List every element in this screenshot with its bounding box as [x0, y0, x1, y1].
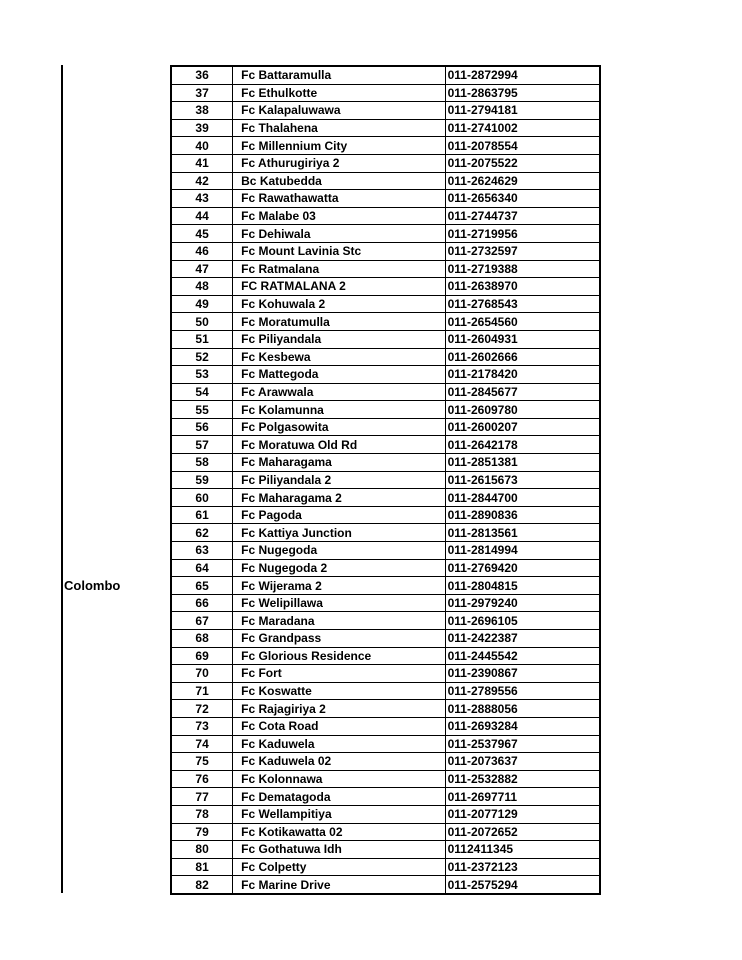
row-number: 37 [171, 84, 233, 102]
row-number: 53 [171, 366, 233, 384]
table-row [171, 278, 600, 296]
branch-name: Fc Piliyandala [233, 330, 445, 348]
branch-name: Fc Kaduwela [233, 735, 445, 753]
phone-number: 011-2075522 [445, 154, 600, 172]
branch-name: Fc Koswatte [233, 682, 445, 700]
phone-number: 011-2744737 [445, 207, 600, 225]
row-number: 64 [171, 559, 233, 577]
row-number: 39 [171, 119, 233, 137]
phone-number: 011-2697711 [445, 788, 600, 806]
table-row [171, 154, 600, 172]
phone-number: 011-2656340 [445, 190, 600, 208]
table-row [171, 471, 600, 489]
branch-name: Fc Millennium City [233, 137, 445, 155]
branch-name: Fc Arawwala [233, 383, 445, 401]
table-row [171, 225, 600, 243]
branch-name: Fc Dematagoda [233, 788, 445, 806]
table-row [171, 313, 600, 331]
table-row [171, 401, 600, 419]
table-row [171, 841, 600, 859]
row-number: 67 [171, 612, 233, 630]
phone-number: 011-2888056 [445, 700, 600, 718]
branch-name: Fc Thalahena [233, 119, 445, 137]
row-number: 40 [171, 137, 233, 155]
branch-name: Fc Grandpass [233, 630, 445, 648]
row-number: 57 [171, 436, 233, 454]
branch-name: Fc Kalapaluwawa [233, 102, 445, 120]
phone-number: 011-2445542 [445, 647, 600, 665]
row-number: 42 [171, 172, 233, 190]
branch-name: Fc Moratumulla [233, 313, 445, 331]
phone-number: 011-2814994 [445, 542, 600, 560]
branch-name: Fc Rawathawatta [233, 190, 445, 208]
branch-name: Fc Kaduwela 02 [233, 753, 445, 771]
table-row [171, 454, 600, 472]
branch-name: Fc Wijerama 2 [233, 577, 445, 595]
row-number: 72 [171, 700, 233, 718]
row-number: 45 [171, 225, 233, 243]
phone-number: 011-2789556 [445, 682, 600, 700]
phone-number: 011-2719388 [445, 260, 600, 278]
phone-number: 011-2602666 [445, 348, 600, 366]
table-row [171, 700, 600, 718]
row-number: 77 [171, 788, 233, 806]
table-row [171, 102, 600, 120]
row-number: 75 [171, 753, 233, 771]
phone-number: 011-2794181 [445, 102, 600, 120]
row-number: 49 [171, 295, 233, 313]
table-row [171, 418, 600, 436]
phone-number: 011-2732597 [445, 242, 600, 260]
branch-name: Fc Polgasowita [233, 418, 445, 436]
row-number: 54 [171, 383, 233, 401]
row-number: 74 [171, 735, 233, 753]
phone-number: 011-2979240 [445, 594, 600, 612]
row-number: 52 [171, 348, 233, 366]
phone-number: 011-2073637 [445, 753, 600, 771]
branch-name: Fc Dehiwala [233, 225, 445, 243]
row-number: 76 [171, 770, 233, 788]
table-row [171, 119, 600, 137]
table-row [171, 717, 600, 735]
branch-name: Fc Gothatuwa Idh [233, 841, 445, 859]
table-row [171, 207, 600, 225]
table-row [171, 805, 600, 823]
branch-name: Fc Maharagama 2 [233, 489, 445, 507]
table-row [171, 348, 600, 366]
branch-name: Fc Nugegoda 2 [233, 559, 445, 577]
table-row [171, 489, 600, 507]
phone-number: 011-2768543 [445, 295, 600, 313]
phone-number: 011-2863795 [445, 84, 600, 102]
branch-name: Fc Kohuwala 2 [233, 295, 445, 313]
table-row [171, 260, 600, 278]
branch-name: Fc Ratmalana [233, 260, 445, 278]
branch-name: Fc Maradana [233, 612, 445, 630]
phone-number: 011-2537967 [445, 735, 600, 753]
branch-name: Fc Ethulkotte [233, 84, 445, 102]
row-number: 36 [171, 66, 233, 84]
branch-name: Fc Kolamunna [233, 401, 445, 419]
branch-name: Fc Rajagiriya 2 [233, 700, 445, 718]
table-row [171, 647, 600, 665]
phone-number: 0112411345 [445, 841, 600, 859]
table-row [171, 665, 600, 683]
row-number: 69 [171, 647, 233, 665]
table-row [171, 876, 600, 894]
table-row [171, 295, 600, 313]
row-number: 48 [171, 278, 233, 296]
table-row [171, 770, 600, 788]
row-number: 41 [171, 154, 233, 172]
row-number: 80 [171, 841, 233, 859]
row-number: 73 [171, 717, 233, 735]
table-row [171, 735, 600, 753]
phone-number: 011-2077129 [445, 805, 600, 823]
table-row [171, 559, 600, 577]
row-number: 46 [171, 242, 233, 260]
row-number: 62 [171, 524, 233, 542]
phone-number: 011-2072652 [445, 823, 600, 841]
phone-number: 011-2719956 [445, 225, 600, 243]
branch-name: Fc Piliyandala 2 [233, 471, 445, 489]
phone-number: 011-2615673 [445, 471, 600, 489]
branch-name: Fc Mattegoda [233, 366, 445, 384]
branch-name: Fc Colpetty [233, 858, 445, 876]
phone-number: 011-2390867 [445, 665, 600, 683]
row-number: 60 [171, 489, 233, 507]
row-number: 44 [171, 207, 233, 225]
row-number: 59 [171, 471, 233, 489]
phone-number: 011-2851381 [445, 454, 600, 472]
branch-name: Fc Kesbewa [233, 348, 445, 366]
row-number: 66 [171, 594, 233, 612]
branch-name: Fc Wellampitiya [233, 805, 445, 823]
table-row [171, 630, 600, 648]
branch-name: Fc Fort [233, 665, 445, 683]
branch-name: Fc Kattiya Junction [233, 524, 445, 542]
table-row [171, 753, 600, 771]
phone-number: 011-2890836 [445, 506, 600, 524]
phone-number: 011-2654560 [445, 313, 600, 331]
phone-number: 011-2845677 [445, 383, 600, 401]
phone-number: 011-2696105 [445, 612, 600, 630]
table-row [171, 682, 600, 700]
row-number: 61 [171, 506, 233, 524]
table-row [171, 436, 600, 454]
row-number: 43 [171, 190, 233, 208]
phone-number: 011-2078554 [445, 137, 600, 155]
phone-number: 011-2604931 [445, 330, 600, 348]
row-number: 55 [171, 401, 233, 419]
region-column-rule [61, 65, 63, 893]
row-number: 63 [171, 542, 233, 560]
table-row [171, 788, 600, 806]
phone-number: 011-2638970 [445, 278, 600, 296]
branch-name: Fc Maharagama [233, 454, 445, 472]
row-number: 56 [171, 418, 233, 436]
phone-number: 011-2741002 [445, 119, 600, 137]
phone-number: 011-2372123 [445, 858, 600, 876]
phone-number: 011-2769420 [445, 559, 600, 577]
row-number: 65 [171, 577, 233, 595]
row-number: 70 [171, 665, 233, 683]
branch-name: FC RATMALANA 2 [233, 278, 445, 296]
phone-number: 011-2693284 [445, 717, 600, 735]
table-row [171, 383, 600, 401]
row-number: 81 [171, 858, 233, 876]
branch-name: Fc Kotikawatta 02 [233, 823, 445, 841]
table-row [171, 577, 600, 595]
table-row [171, 366, 600, 384]
phone-number: 011-2642178 [445, 436, 600, 454]
phone-number: 011-2813561 [445, 524, 600, 542]
phone-number: 011-2804815 [445, 577, 600, 595]
row-number: 71 [171, 682, 233, 700]
phone-number: 011-2844700 [445, 489, 600, 507]
branch-name: Bc Katubedda [233, 172, 445, 190]
table-row [171, 612, 600, 630]
branch-name: Fc Welipillawa [233, 594, 445, 612]
table-row [171, 524, 600, 542]
branch-name: Fc Battaramulla [233, 66, 445, 84]
phone-number: 011-2532882 [445, 770, 600, 788]
row-number: 47 [171, 260, 233, 278]
row-number: 82 [171, 876, 233, 894]
table-row [171, 594, 600, 612]
table-row [171, 190, 600, 208]
branch-name: Fc Nugegoda [233, 542, 445, 560]
phone-number: 011-2600207 [445, 418, 600, 436]
branch-name: Fc Athurugiriya 2 [233, 154, 445, 172]
branch-name: Fc Cota Road [233, 717, 445, 735]
branch-table [170, 65, 601, 895]
branch-name: Fc Malabe 03 [233, 207, 445, 225]
branch-table-body [171, 66, 600, 894]
table-row [171, 858, 600, 876]
table-row [171, 823, 600, 841]
row-number: 51 [171, 330, 233, 348]
table-row [171, 506, 600, 524]
branch-name: Fc Glorious Residence [233, 647, 445, 665]
table-row [171, 172, 600, 190]
branch-name: Fc Pagoda [233, 506, 445, 524]
row-number: 38 [171, 102, 233, 120]
phone-number: 011-2178420 [445, 366, 600, 384]
phone-number: 011-2624629 [445, 172, 600, 190]
table-row [171, 137, 600, 155]
branch-name: Fc Mount Lavinia Stc [233, 242, 445, 260]
row-number: 79 [171, 823, 233, 841]
region-label: Colombo [64, 578, 121, 593]
row-number: 50 [171, 313, 233, 331]
phone-number: 011-2609780 [445, 401, 600, 419]
branch-name: Fc Kolonnawa [233, 770, 445, 788]
branch-name: Fc Moratuwa Old Rd [233, 436, 445, 454]
table-row [171, 84, 600, 102]
table-row [171, 66, 600, 84]
row-number: 68 [171, 630, 233, 648]
table-row [171, 542, 600, 560]
phone-number: 011-2575294 [445, 876, 600, 894]
phone-number: 011-2422387 [445, 630, 600, 648]
table-row [171, 242, 600, 260]
phone-number: 011-2872994 [445, 66, 600, 84]
branch-name: Fc Marine Drive [233, 876, 445, 894]
table-row [171, 330, 600, 348]
row-number: 58 [171, 454, 233, 472]
row-number: 78 [171, 805, 233, 823]
